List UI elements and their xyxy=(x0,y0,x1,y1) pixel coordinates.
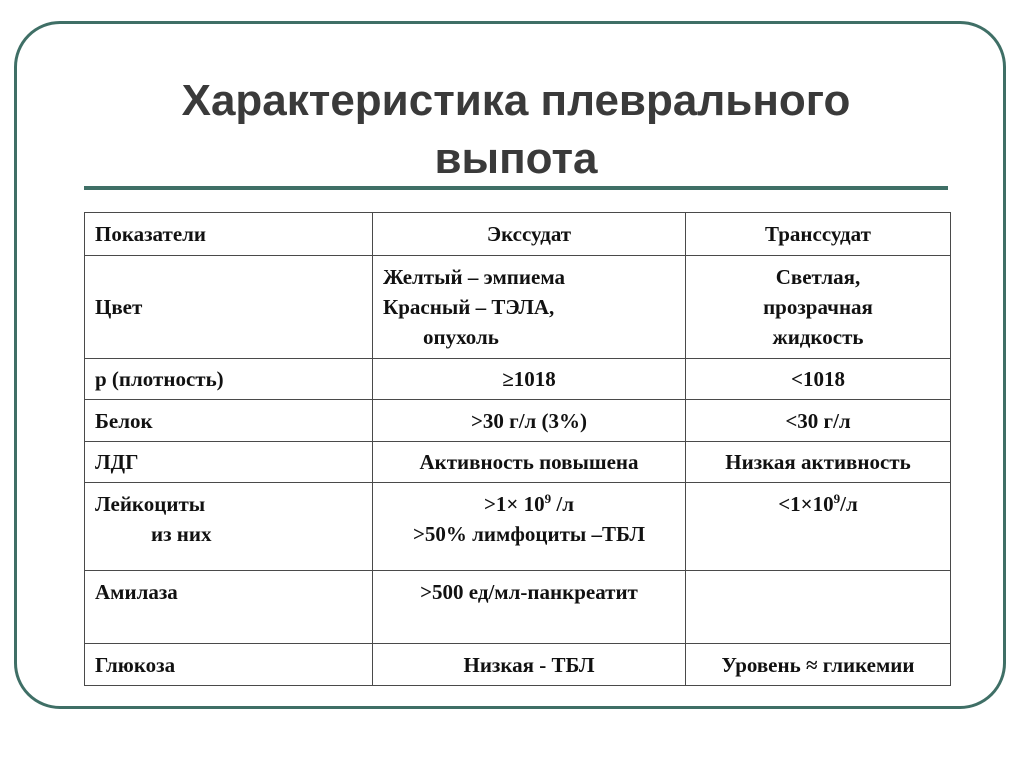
table-header-row xyxy=(85,213,951,256)
cell-transudate-density: <1018 xyxy=(686,359,951,400)
cell-transudate-glucose: Уровень ≈ гликемии xyxy=(686,644,951,686)
leukocytes-label: Лейкоциты xyxy=(95,492,206,516)
exudate-leukocytes-count xyxy=(383,489,675,519)
title-line-2: выпота xyxy=(434,134,598,183)
cell-transudate-color xyxy=(686,256,951,359)
cell-exudate-amylase: >500 ед/мл-панкреатит xyxy=(373,571,686,644)
table-row-amylase xyxy=(85,571,951,644)
table-row-ldh xyxy=(85,442,951,483)
transudate-leukocytes-exponent: 9 xyxy=(833,491,841,506)
pleural-effusion-table xyxy=(84,212,951,686)
exudate-leukocytes-unit: /л xyxy=(551,492,575,516)
transudate-color-line-3: жидкость xyxy=(772,325,864,349)
exudate-leukocytes-exponent: 9 xyxy=(544,491,552,506)
title-line-1: Характеристика плеврального xyxy=(181,76,851,125)
cell-transudate-protein: <30 г/л xyxy=(686,400,951,442)
row-label-amylase: Амилаза xyxy=(85,571,373,644)
cell-transudate-leukocytes xyxy=(686,483,951,571)
row-label-protein: Белок xyxy=(85,400,373,442)
exudate-leukocytes-lymphocytes: >50% лимфоциты –ТБЛ xyxy=(412,522,646,546)
cell-exudate-glucose: Низкая - ТБЛ xyxy=(373,644,686,686)
row-label-ldh: ЛДГ xyxy=(85,442,373,483)
cell-transudate-amylase xyxy=(686,571,951,644)
exudate-leukocytes-base: >1× 10 xyxy=(483,492,545,516)
exudate-color-line-3: опухоль xyxy=(423,325,499,349)
header-indicators: Показатели xyxy=(85,213,373,256)
table-row-leukocytes xyxy=(85,483,951,571)
row-label-leukocytes xyxy=(85,483,373,571)
transudate-leukocytes-unit: /л xyxy=(840,492,858,516)
header-exudate: Экссудат xyxy=(373,213,686,256)
cell-exudate-ldh: Активность повышена xyxy=(373,442,686,483)
row-label-density: р (плотность) xyxy=(85,359,373,400)
table-row-glucose xyxy=(85,644,951,686)
cell-exudate-protein: >30 г/л (3%) xyxy=(373,400,686,442)
row-label-color: Цвет xyxy=(85,256,373,359)
cell-exudate-density: ≥1018 xyxy=(373,359,686,400)
table-row-protein xyxy=(85,400,951,442)
transudate-color-line-2: прозрачная xyxy=(763,295,873,319)
slide-title xyxy=(84,72,948,188)
transudate-color-line-1: Светлая, xyxy=(775,265,861,289)
title-underline xyxy=(84,186,948,190)
row-label-glucose: Глюкоза xyxy=(85,644,373,686)
transudate-leukocytes-base: <1×10 xyxy=(778,492,834,516)
cell-transudate-ldh: Низкая активность xyxy=(686,442,951,483)
cell-exudate-leukocytes xyxy=(373,483,686,571)
header-transudate: Транссудат xyxy=(686,213,951,256)
leukocytes-sublabel: из них xyxy=(151,522,212,546)
cell-exudate-color xyxy=(373,256,686,359)
transudate-leukocytes-count xyxy=(696,489,940,519)
table-row-color xyxy=(85,256,951,359)
table-row-density xyxy=(85,359,951,400)
exudate-color-line-2: Красный – ТЭЛА, xyxy=(383,295,555,319)
exudate-color-line-1: Желтый – эмпиема xyxy=(383,265,565,289)
